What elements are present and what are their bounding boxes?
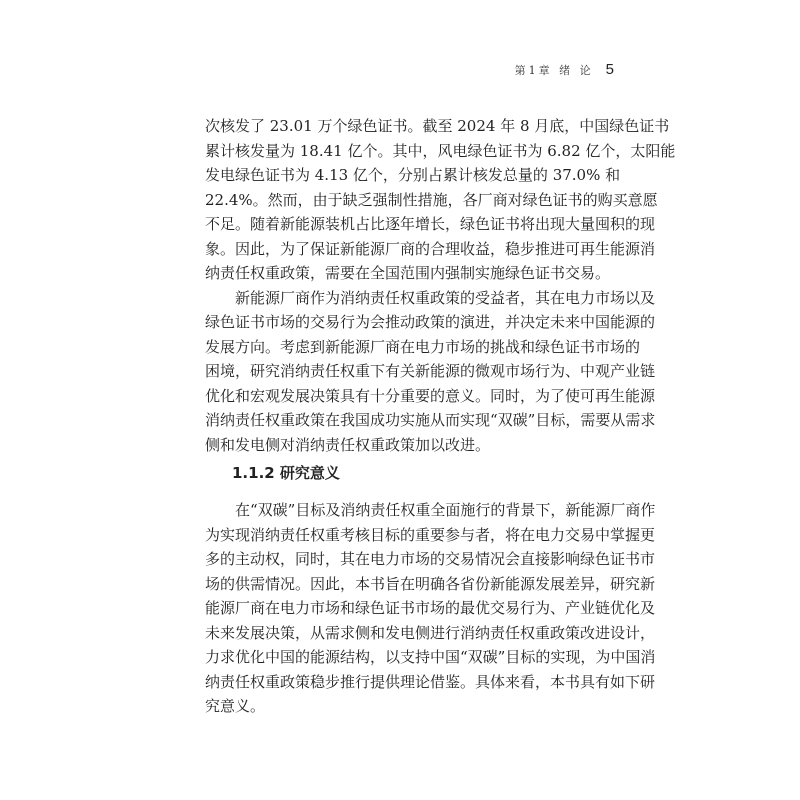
text-line: 累计核发量为 18.41 亿个。其中，风电绿色证书为 6.82 亿个，太阳能 <box>205 141 676 160</box>
text-line: 发展方向。考虑到新能源厂商在电力市场的挑战和绿色证书市场的 <box>205 337 641 356</box>
paragraph-3 <box>205 498 656 719</box>
text-line: 不足。随着新能源装机占比逐年增长，绿色证书将出现大量囤积的现 <box>205 215 656 233</box>
text-line: 能源厂商在电力市场和绿色证书市场的最优交易行为、产业链优化及 <box>205 599 656 617</box>
text-line: 多的主动权，同时，其在电力市场的交易情况会直接影响绿色证书市 <box>205 550 656 568</box>
text-line: 次核发了 23.01 万个绿色证书。截至 2024 年 8 月底，中国绿色证书 <box>205 117 670 135</box>
text-line: 象。因此，为了保证新能源厂商的合理收益，稳步推进可再生能源消 <box>205 239 656 258</box>
body-text-top <box>205 114 676 457</box>
text-line: 绿色证书市场的交易行为会推动政策的演进，并决定未来中国能源的 <box>205 313 656 331</box>
text-line: 困境，研究消纳责任权重下有关新能源的微观市场行为、中观产业链 <box>205 362 656 380</box>
text-line: 场的供需情况。因此，本书旨在明确各省份新能源发展差异，研究新 <box>205 574 656 593</box>
text-line: 纳责任权重政策，需要在全国范围内强制实施绿色证书交易。 <box>205 264 611 282</box>
text-line: 新能源厂商作为消纳责任权重政策的受益者，其在电力市场以及 <box>235 288 656 307</box>
running-header <box>515 61 614 78</box>
section-heading: 1.1.2 研究意义 <box>232 464 340 482</box>
text-line: 在“双碳”目标及消纳责任权重全面施行的背景下，新能源厂商作 <box>235 501 656 519</box>
text-line: 侧和发电侧对消纳责任权重政策加以改进。 <box>205 435 491 454</box>
text-line: 优化和宏观发展决策具有十分重要的意义。同时，为了使可再生能源 <box>205 386 656 405</box>
text-line: 发电绿色证书为 4.13 亿个，分别占累计核发总量的 37.0% 和 <box>205 166 621 184</box>
paragraph-2 <box>205 286 656 458</box>
page-number: 5 <box>605 61 614 78</box>
text-line: 未来发展决策，从需求侧和发电侧进行消纳责任权重政策改进设计， <box>205 623 656 642</box>
text-line: 消纳责任权重政策在我国成功实施从而实现“双碳”目标，需要从需求 <box>205 411 656 429</box>
text-line: 纳责任权重政策稳步推行提供理论借鉴。具体来看，本书具有如下研 <box>205 672 656 691</box>
text-line: 力求优化中国的能源结构，以支持中国“双碳”目标的实现，为中国消 <box>205 648 656 666</box>
text-line: 22.4%。然而，由于缺乏强制性措施，各厂商对绿色证书的购买意愿 <box>205 190 658 209</box>
paragraph-1 <box>205 114 676 286</box>
text-line: 为实现消纳责任权重考核目标的重要参与者，将在电力交易中掌握更 <box>205 525 656 544</box>
text-line: 究意义。 <box>205 697 266 715</box>
chapter-title: 第1章 绪 论 <box>514 64 594 77</box>
